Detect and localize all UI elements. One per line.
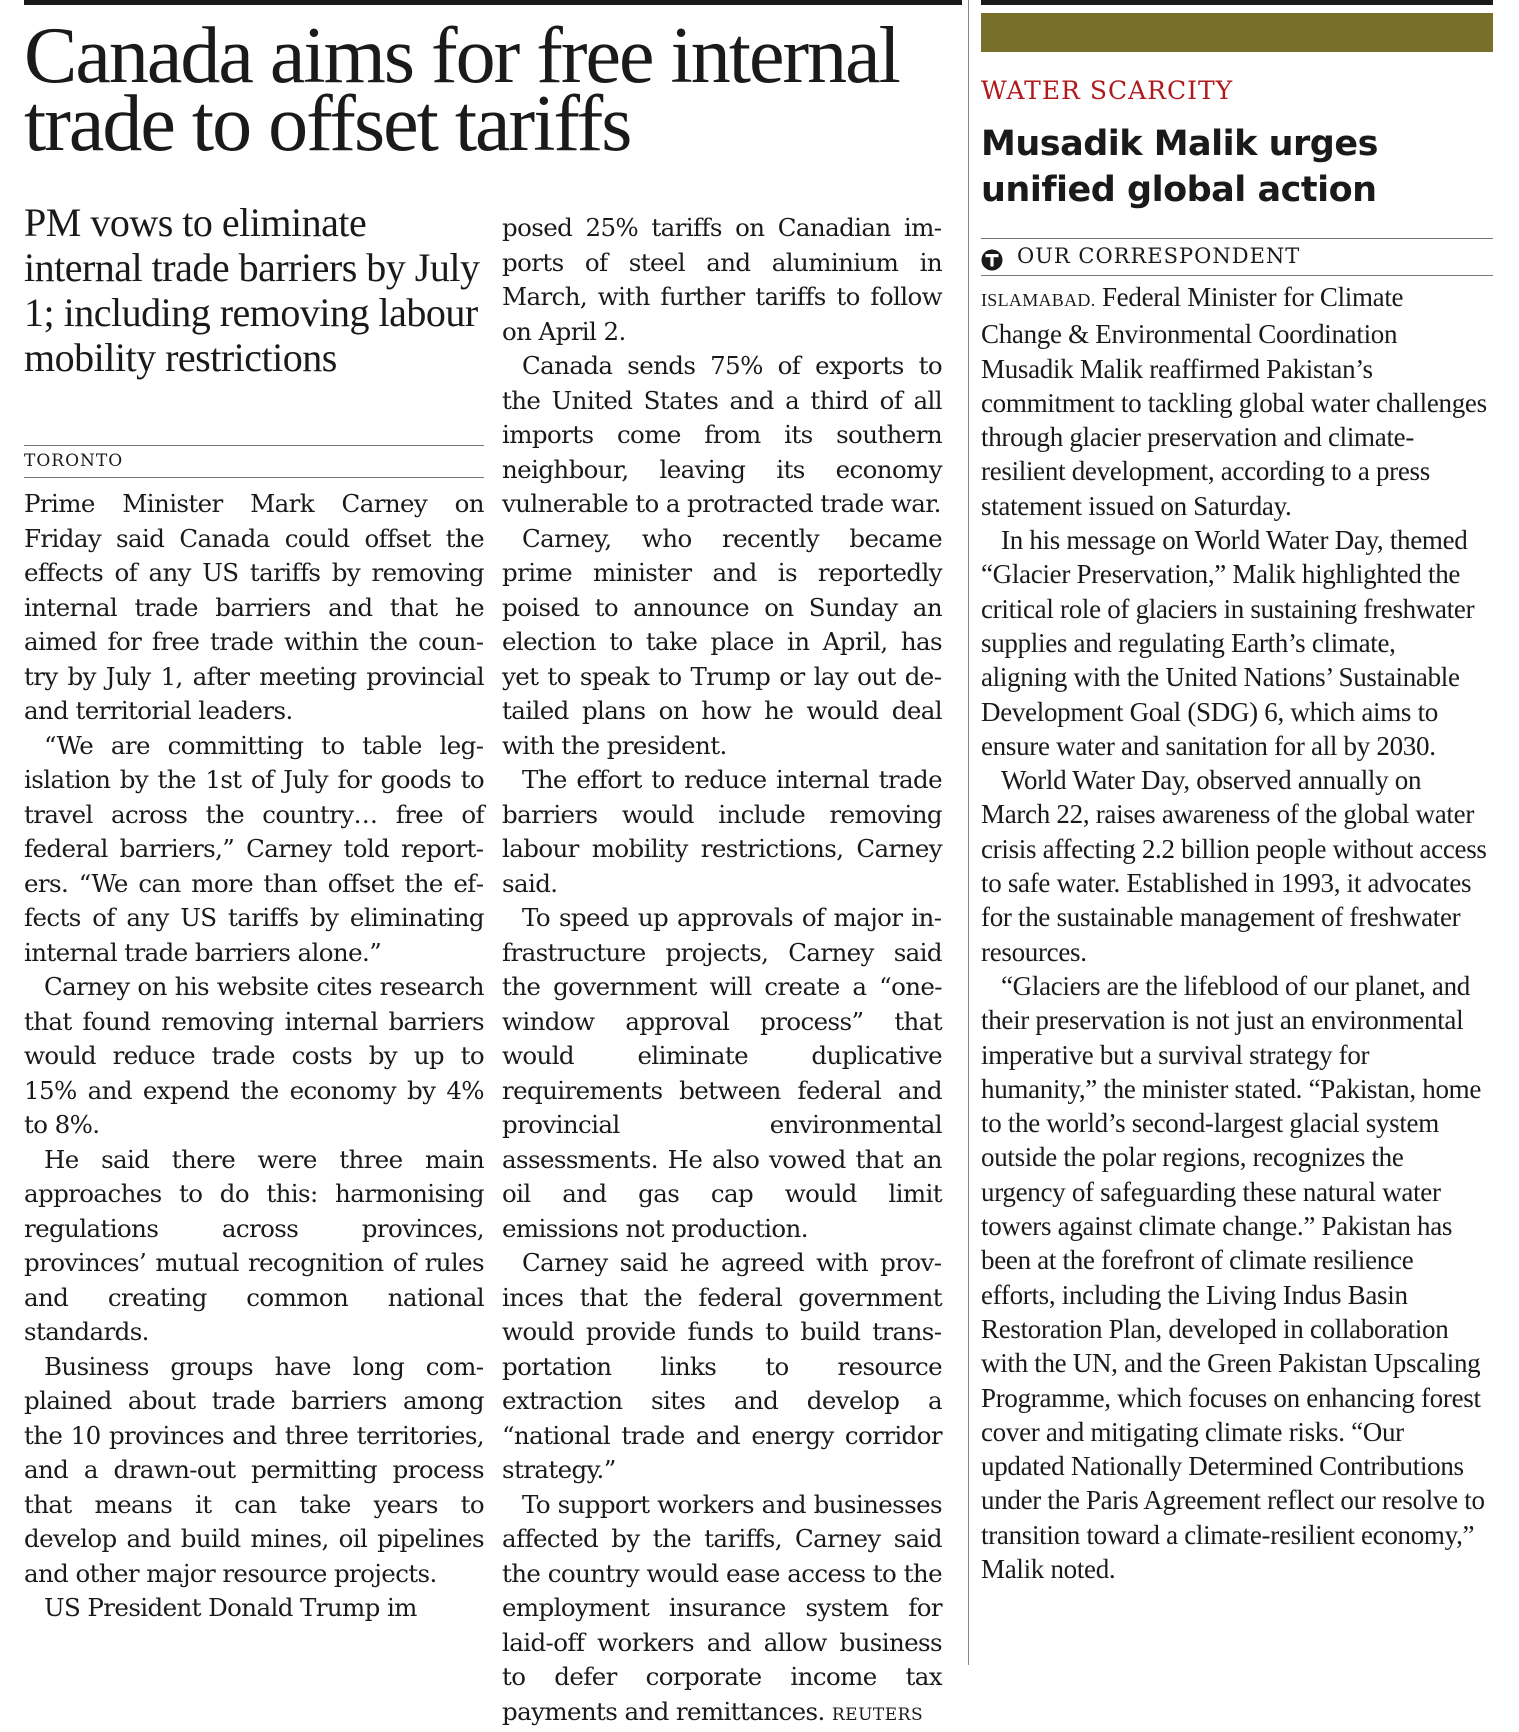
paragraph: Carney, who recently became prime minister and is reportedly poised to announce on Sunday an election to take place in April, has yet to speak to Trump or lay out detailed plans on how he would deal with the president. (502, 522, 942, 764)
divider (981, 238, 1493, 239)
top-rule (24, 0, 962, 5)
divider (24, 445, 484, 446)
paragraph: In his message on World Water Day, themed “Glacier Preservation,” Malik highlighted the critical role of glaciers in sustaining freshwater supplies and regulating Earth’s climate, aligning with the United Nations’ Sustainable Development Goal (SDG) 6, which aims to ensure water and sanitation for all by 2030. (981, 523, 1487, 763)
paragraph: Carney said he agreed with provinces that the federal government would provide funds to build transportation links to resource extraction sites and develop a “national trade and energy corridor strategy.” (502, 1246, 942, 1488)
byline: OUR CORRESPONDENT (1017, 244, 1300, 268)
side-article-body (981, 280, 1487, 1586)
side-dateline: ISLAMABAD. (981, 290, 1096, 310)
newspaper-logo-icon (981, 249, 1003, 271)
paragraph: World Water Day, observed annually on March 22, raises awareness of the global water crisis affecting 2.2 billion people without access to safe water. Established in 1993, it advocates for the sustainable management of freshwater resources. (981, 763, 1487, 969)
article-kicker: WATER SCARCITY (981, 76, 1233, 105)
article-column-1 (24, 487, 484, 1626)
side-article-headline: Musadik Malik urges unified global action (981, 121, 1501, 213)
paragraph: “We are committing to table legislation by the 1st of July for goods to travel across the country… free of federal barriers,” Carney told reporters. “We can more than offset the effects of any US tariffs by eliminating internal trade barriers alone.” (24, 729, 484, 971)
divider (981, 275, 1493, 276)
paragraph: US President Donald Trump im (24, 1591, 484, 1626)
article-credit: REUTERS (832, 1705, 923, 1725)
article-headline: Canada aims for free internal trade to offset tariffs (24, 22, 969, 158)
article-deck: PM vows to eliminate internal trade barriers by July 1; including removing labour mobility restrictions (24, 200, 484, 380)
article-column-2 (502, 211, 942, 1732)
paragraph: He said there were three main approaches to do this: harmonising regulations across provinces, provinces’ mutual recognition of rules and creating common national standards. (24, 1143, 484, 1350)
divider (24, 477, 484, 478)
paragraph: posed 25% tariffs on Canadian imports of steel and aluminium in March, with further tariffs to follow on April 2. (502, 211, 942, 349)
column-divider (968, 0, 969, 1665)
article-dateline: TORONTO (24, 451, 123, 471)
paragraph: Prime Minister Mark Carney on Friday said Canada could offset the effects of any US tariffs by removing internal trade barriers and that he aimed for free trade within the country by July 1, after meeting provincial and territorial leaders. (24, 487, 484, 729)
paragraph: “Glaciers are the lifeblood of our planet, and their preservation is not just an environmental imperative but a survival strategy for humanity,” the minister stated. “Pakistan, home to the world’s second-largest glacial system outside the polar regions, recognizes the urgency of safeguarding these natural water towers against climate change.” Pakistan has been at the forefront of climate resilience efforts, including the Living Indus Basin Restoration Plan, developed in collaboration with the UN, and the Green Pakistan Upscaling Programme, which focuses on enhancing forest cover and mitigating climate risks. “Our updated Nationally Determined Contributions under the Paris Agreement reflect our resolve to transition toward a climate-resilient economy,” Malik noted. (981, 969, 1487, 1586)
paragraph-text: Federal Minister for Climate Change & Environmental Coordination Musadik Malik reaffirmed Pakistan’s commitment to tackling global water challenges through glacier preservation and climate-resilient development, according to a press statement issued on Saturday. (981, 282, 1487, 521)
paragraph: To speed up approvals of major infrastructure projects, Carney said the government will create a “one-window approval process” that would eliminate duplicative requirements between federal and provincial environmental assessments. He also vowed that an oil and gas cap would limit emissions not production. (502, 901, 942, 1246)
color-band (981, 13, 1493, 52)
main-article (24, 0, 962, 1680)
paragraph-text: To support workers and businesses affected by the tariffs, Carney said the country would ease access to the employment insurance system for laid-off workers and allow business to defer corporate income tax payments and remittances. (502, 1490, 942, 1726)
paragraph: Business groups have long complained about trade barriers among the 10 provinces and three territories, and a drawn-out permitting process that means it can take years to develop and build mines, oil pipelines and other major resource projects. (24, 1350, 484, 1592)
paragraph: The effort to reduce internal trade barriers would include removing labour mobility restrictions, Carney said. (502, 763, 942, 901)
top-rule (981, 0, 1493, 5)
paragraph: Carney on his website cites research that found removing internal barriers would reduce trade costs by up to 15% and expend the economy by 4% to 8%. (24, 970, 484, 1143)
paragraph-first (981, 280, 1487, 523)
paragraph-last (502, 1488, 942, 1732)
paragraph: Canada sends 75% of exports to the United States and a third of all imports come from its southern neighbour, leaving its economy vulnerable to a protracted trade war. (502, 349, 942, 522)
